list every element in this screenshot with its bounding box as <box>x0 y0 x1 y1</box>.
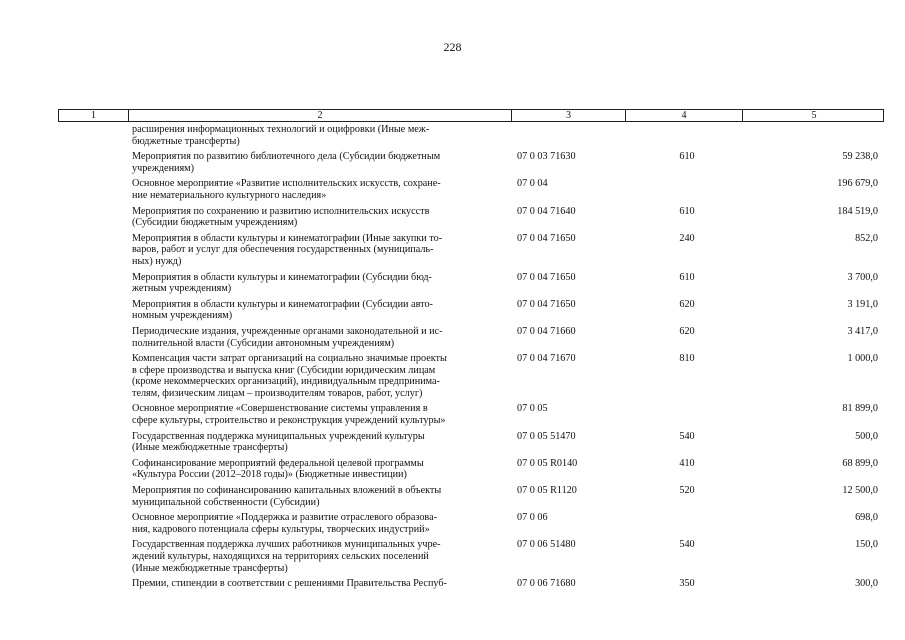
table-row <box>0 485 905 508</box>
header-col-4: 4 <box>626 110 743 121</box>
row-description-line: ждений культуры, находящихся на территориях сельских поселений <box>132 551 429 562</box>
row-target-code: 07 0 04 71650 <box>517 232 576 244</box>
header-col-2: 2 <box>129 110 512 121</box>
row-description <box>132 233 504 268</box>
row-description <box>132 178 504 201</box>
row-description-line: полнительной власти (Субсидии автономным учреждениям) <box>132 337 395 349</box>
table-row <box>0 151 905 174</box>
row-amount: 196 679,0 <box>837 178 878 190</box>
table-row <box>0 326 905 349</box>
row-description-line: (Субсидии бюджетным учреждениям) <box>132 217 298 229</box>
row-expense-type: 240 <box>679 232 695 244</box>
table-row <box>0 299 905 322</box>
row-description <box>132 151 504 174</box>
row-target-code: 07 0 05 R1120 <box>517 485 577 497</box>
row-target-code: 07 0 04 <box>517 178 548 190</box>
row-description <box>132 485 504 508</box>
row-expense-type: 410 <box>679 457 695 469</box>
row-amount: 500,0 <box>855 430 878 442</box>
row-expense-type: 610 <box>679 151 695 163</box>
row-amount: 3 700,0 <box>847 271 878 283</box>
header-col-1: 1 <box>59 110 129 121</box>
row-target-code: 07 0 04 71650 <box>517 298 576 310</box>
row-description-line: ния, кадрового потенциала сферы культуры, творческих индустрий» <box>132 523 430 535</box>
row-description-line: Компенсация части затрат организаций на социально значимые проекты <box>132 353 447 365</box>
row-description-line: сфере культуры, строительство и реконструкция учреждений культуры» <box>132 415 446 427</box>
table-header <box>58 109 884 122</box>
row-target-code: 07 0 05 51470 <box>517 430 576 442</box>
row-description-line: жетным учреждениям) <box>132 283 232 295</box>
row-description-line: Мероприятия по сохранению и развитию исполнительских искусств <box>132 205 430 217</box>
row-description-line: (Иные межбюджетные трансферты) <box>132 562 288 574</box>
row-description-line: Основное мероприятие «Совершенствование системы управления в <box>132 403 428 415</box>
table-row <box>0 458 905 481</box>
row-expense-type: 620 <box>679 298 695 310</box>
row-description-line: учреждениям) <box>132 162 195 174</box>
row-description-line: Государственная поддержка муниципальных учреждений культуры <box>132 430 425 442</box>
row-target-code: 07 0 04 71670 <box>517 353 576 365</box>
row-description-line: «Культура России (2012–2018 годы)» (Бюджетные инвестиции) <box>132 469 407 481</box>
row-description-line: Мероприятия по софинансированию капитальных вложений в объекты <box>132 485 442 497</box>
row-description-line: варов, работ и услуг для обеспечения государственных (муниципаль- <box>132 244 434 256</box>
row-description <box>132 124 504 147</box>
table-row <box>0 578 905 590</box>
row-description-line: Мероприятия в области культуры и кинематографии (Субсидии бюд- <box>132 271 432 283</box>
row-description <box>132 272 504 295</box>
row-expense-type: 610 <box>679 205 695 217</box>
row-target-code: 07 0 05 R0140 <box>517 457 578 469</box>
row-description-line: (Иные межбюджетные трансферты) <box>132 442 288 454</box>
table-row <box>0 353 905 399</box>
page-number: 228 <box>443 40 462 54</box>
row-expense-type: 810 <box>679 353 695 365</box>
row-description-line: Мероприятия по развитию библиотечного дела (Субсидии бюджетным <box>132 151 441 163</box>
row-description-line: бюджетные трансферты) <box>132 135 240 147</box>
row-description <box>132 458 504 481</box>
row-description-line: расширения информационных технологий и оцифровки (Иные меж- <box>132 124 430 135</box>
row-target-code: 07 0 05 <box>517 403 548 415</box>
table-row <box>0 512 905 535</box>
row-description-line: (кроме некоммерческих организаций), индивидуальным предпринима- <box>132 376 440 388</box>
table-body <box>0 124 905 590</box>
row-description-line: Основное мероприятие «Развитие исполнительских искусств, сохране- <box>132 178 441 190</box>
row-description <box>132 299 504 322</box>
header-col-3: 3 <box>512 110 626 121</box>
table-row <box>0 178 905 201</box>
row-amount: 59 238,0 <box>842 151 878 163</box>
row-description-line: Софинансирование мероприятий федеральной целевой программы <box>132 457 424 469</box>
row-description-line: телям, физическим лицам – производителям товаров, работ, услуг) <box>132 387 423 399</box>
row-description <box>132 539 504 574</box>
row-description-line: номным учреждениям) <box>132 310 233 322</box>
row-description-line: Государственная поддержка лучших работников муниципальных учре- <box>132 539 441 551</box>
row-description-line: муниципальной собственности (Субсидии) <box>132 496 320 508</box>
row-expense-type: 350 <box>679 578 695 590</box>
row-target-code: 07 0 06 71680 <box>517 578 576 590</box>
row-description <box>132 326 504 349</box>
row-description-line: ных) нужд) <box>132 255 182 267</box>
row-description <box>132 578 504 590</box>
row-description-line: Основное мероприятие «Поддержка и развитие отраслевого образова- <box>132 512 438 524</box>
row-amount: 300,0 <box>855 578 878 590</box>
row-description-line: Мероприятия в области культуры и кинематографии (Субсидии авто- <box>132 298 433 310</box>
row-amount: 3 417,0 <box>847 325 878 337</box>
row-expense-type: 520 <box>679 485 695 497</box>
table-row <box>0 124 905 147</box>
header-col-5: 5 <box>811 110 817 121</box>
table-row <box>0 206 905 229</box>
row-description <box>132 512 504 535</box>
row-description <box>132 431 504 454</box>
row-target-code: 07 0 06 51480 <box>517 539 576 551</box>
row-description-line: Периодические издания, учрежденные органами законодательной и ис- <box>132 325 443 337</box>
row-amount: 1 000,0 <box>847 353 878 365</box>
row-amount: 68 899,0 <box>842 457 878 469</box>
row-expense-type: 620 <box>679 325 695 337</box>
row-amount: 698,0 <box>855 512 878 524</box>
table-row <box>0 403 905 426</box>
row-description <box>132 206 504 229</box>
table-row <box>0 539 905 574</box>
row-description <box>132 353 504 399</box>
row-amount: 12 500,0 <box>842 485 878 497</box>
row-description-line: ние нематериального культурного наследия» <box>132 189 327 201</box>
row-description-line: Премии, стипендии в соответствии с решениями Правительства Респуб- <box>132 578 447 590</box>
row-amount: 852,0 <box>855 232 878 244</box>
row-target-code: 07 0 04 71640 <box>517 205 576 217</box>
row-target-code: 07 0 04 71650 <box>517 271 576 283</box>
row-amount: 3 191,0 <box>847 298 878 310</box>
row-description <box>132 403 504 426</box>
row-amount: 184 519,0 <box>837 205 878 217</box>
row-expense-type: 610 <box>679 271 695 283</box>
row-amount: 150,0 <box>855 539 878 551</box>
row-target-code: 07 0 04 71660 <box>517 325 576 337</box>
table-row <box>0 431 905 454</box>
row-amount: 81 899,0 <box>842 403 878 415</box>
row-expense-type: 540 <box>679 539 695 551</box>
row-expense-type: 540 <box>679 430 695 442</box>
table-row <box>0 272 905 295</box>
row-description-line: Мероприятия в области культуры и кинематографии (Иные закупки то- <box>132 232 443 244</box>
table-row <box>0 233 905 268</box>
row-target-code: 07 0 03 71630 <box>517 151 576 163</box>
row-description-line: в сфере производства и выпуска книг (Субсидии юридическим лицам <box>132 364 436 376</box>
row-target-code: 07 0 06 <box>517 512 548 524</box>
